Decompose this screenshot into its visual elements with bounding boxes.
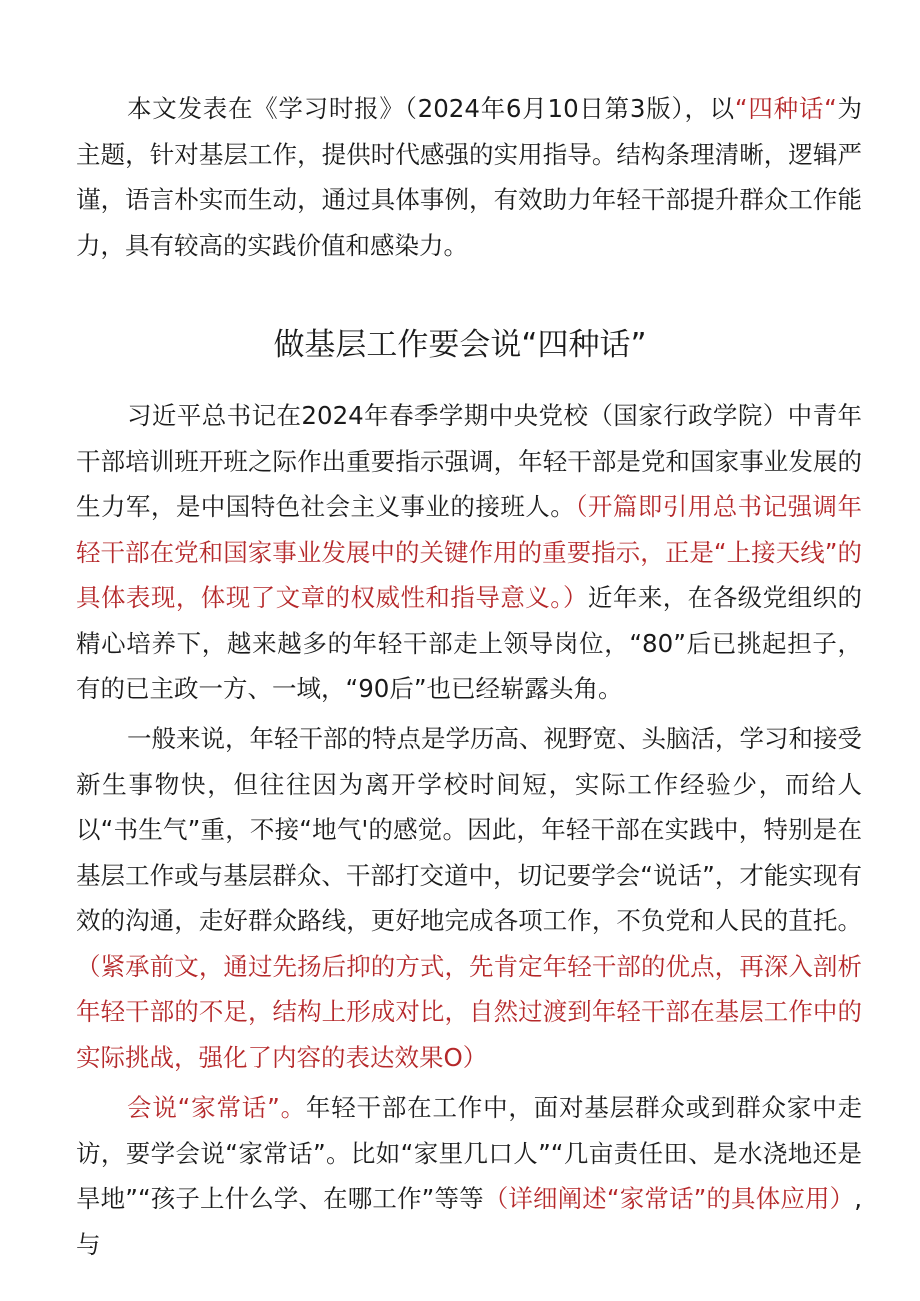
article-title: 做基层工作要会说“四种话” <box>273 327 647 363</box>
annotation: （紧承前文，通过先扬后抑的方式，先肯定年轻干部的优点，再深入剖析年轻干部的不足，结构上形成对比，自然过渡到年轻干部在基层工作中的实际挑战，强化了内容的表达效果O） <box>76 951 862 1072</box>
body-paragraph-2 <box>76 716 862 1080</box>
body-text: 年轻干部在工作中，面对基层群众或到群众家中走访，要学会说“家常话”。比如“家里几口人”“几亩责任田、是水浇地还是旱地”“孩子上什么学、在哪工作”等等 <box>76 1093 863 1213</box>
section-heading: 会说“家常话”。 <box>127 1093 306 1122</box>
body-text: 近年来，在各级党组织的精心培养下，越来越多的年轻干部走上领导岗位，“80”后已挑起担子，有的已主政一方、一域，“90后”也已经崭露头角。 <box>76 583 863 703</box>
body-paragraph-3 <box>76 1085 862 1267</box>
intro-paragraph <box>76 86 862 268</box>
intro-text-continued: 为主题，针对基层工作，提供时代感强的实用指导。结构条理清晰，逻辑严谨，语言朴实而生动，通过具体事例，有效助力年轻干部提升群众工作能力，具有较高的实践价值和感染力。 <box>76 94 863 260</box>
intro-highlight: “四种话“ <box>734 94 837 123</box>
annotation: （详细阐述“家常话”的具体应用） <box>483 1184 855 1213</box>
annotation: （开篇即引用总书记强调年轻干部在党和国家事业发展中的关键作用的重要指示，正是“上接天线”的具体表现，体现了文章的权威性和指导意义。） <box>76 492 863 612</box>
body-text: 一般来说，年轻干部的特点是学历高、视野宽、头脑活，学习和接受新生事物快，但往往因为离开学校时间短，实际工作经验少，而给人以“书生气”重，不接“地气'的感觉。因此，年轻干部在实践中，特别是在基层工作或与基层群众、干部打交道中，切记要学会“说话”，才能实现有效的沟通，走好群众路线，更好地完成各项工作，不负党和人民的苴托。 <box>76 724 862 935</box>
body-paragraph-1 <box>76 393 862 712</box>
body-text: ,与 <box>76 1184 862 1259</box>
intro-text: 本文发表在《学习时报》（2024年6月10日第3版），以 <box>127 94 735 123</box>
body-text: 习近平总书记在2024年春季学期中央党校（国家行政学院）中青年干部培训班开班之际作出重要指示强调，年轻干部是党和国家事业发展的生力军，是中国特色社会主义事业的接班人。 <box>76 401 862 521</box>
